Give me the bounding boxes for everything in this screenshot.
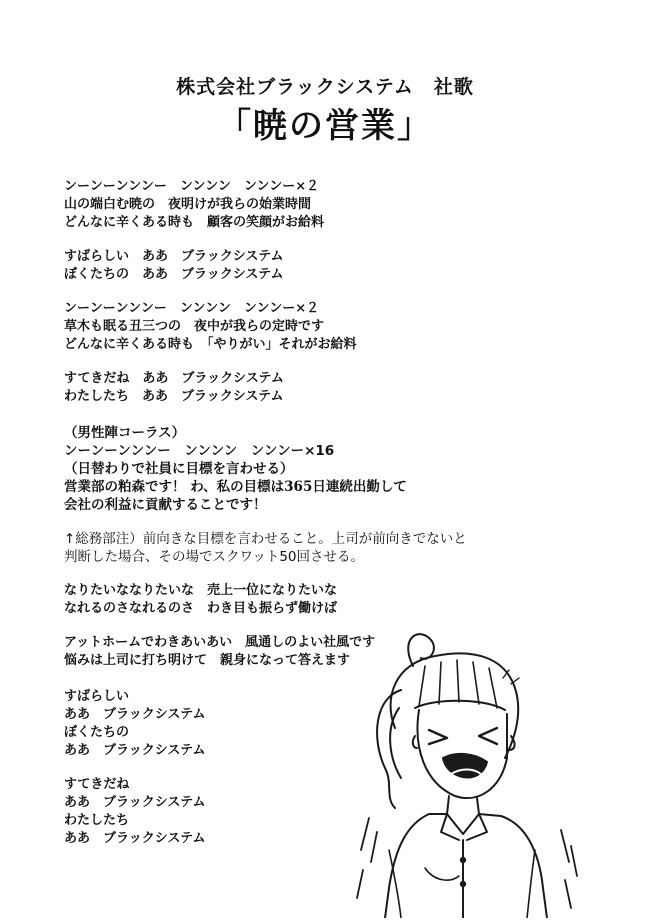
- final-chorus2-line3: わたしたち: [64, 813, 130, 828]
- final-chorus1-line4: ああ ブラックシステム: [64, 743, 206, 758]
- male-chorus-heading: （男性陣コーラス）: [64, 425, 186, 441]
- verse2-line1: 草木も眠る丑三つの 夜中が我らの定時です: [64, 319, 325, 334]
- singing-employee-illustration: [355, 618, 635, 918]
- verse3-chant: ンーンーンンンー ンンンン ンンンー×16: [64, 443, 335, 459]
- verse3-instruction: （日替わりで社員に目標を言わせる）: [64, 461, 294, 477]
- final-chorus2-line4: ああ ブラックシステム: [64, 831, 206, 846]
- final-chorus2-line1: すてきだね: [64, 777, 130, 792]
- verse3-speech-line2: 会社の利益に貢献することです！: [64, 497, 267, 513]
- final-chorus1-line3: ぼくたちの: [64, 725, 130, 740]
- verse4-line1: なりたいななりたいな 売上一位になりたいな: [64, 583, 338, 598]
- final-chorus2-line2: ああ ブラックシステム: [64, 795, 206, 810]
- verse1-line2: どんなに辛くある時も 顧客の笑顔がお給料: [64, 215, 325, 230]
- admin-note-line1: ↑総務部注）前向きな目標を言わせること。上司が前向きでないと: [64, 531, 467, 547]
- song-title: 「暁の営業」: [217, 106, 433, 146]
- chorus1-line1: すばらしい ああ ブラックシステム: [64, 249, 284, 264]
- verse4-line2: なれるのさなれるのさ わき目も振らず働けば: [64, 601, 338, 616]
- chorus2-line2: わたしたち ああ ブラックシステム: [64, 389, 284, 404]
- admin-note-line2: 判断した場合、その場でスクワット50回させる。: [64, 549, 365, 565]
- final-chorus1-line2: ああ ブラックシステム: [64, 707, 206, 722]
- verse1-line1: 山の端白む暁の 夜明けが我らの始業時間: [64, 197, 312, 212]
- verse1-chant: ンーンーンンンー ンンンン ンンンー×２: [64, 179, 320, 194]
- chorus1-line2: ぼくたちの ああ ブラックシステム: [64, 267, 284, 282]
- verse5-line1: アットホームでわきあいあい 風通しのよい社風です: [64, 635, 376, 650]
- company-anthem-label: 株式会社ブラックシステム 社歌: [176, 76, 474, 98]
- verse3-speech-line1: 営業部の粕森です！ わ、私の目標は365日連続出勤して: [64, 479, 407, 495]
- verse2-chant: ンーンーンンンー ンンンン ンンンー×２: [64, 301, 320, 316]
- chorus2-line1: すてきだね ああ ブラックシステム: [64, 371, 284, 386]
- verse2-line2: どんなに辛くある時も 「やりがい」それがお給料: [64, 337, 357, 352]
- final-chorus1-line1: すばらしい: [64, 689, 130, 704]
- verse5-line2: 悩みは上司に打ち明けて 親身になって答えます: [64, 653, 351, 668]
